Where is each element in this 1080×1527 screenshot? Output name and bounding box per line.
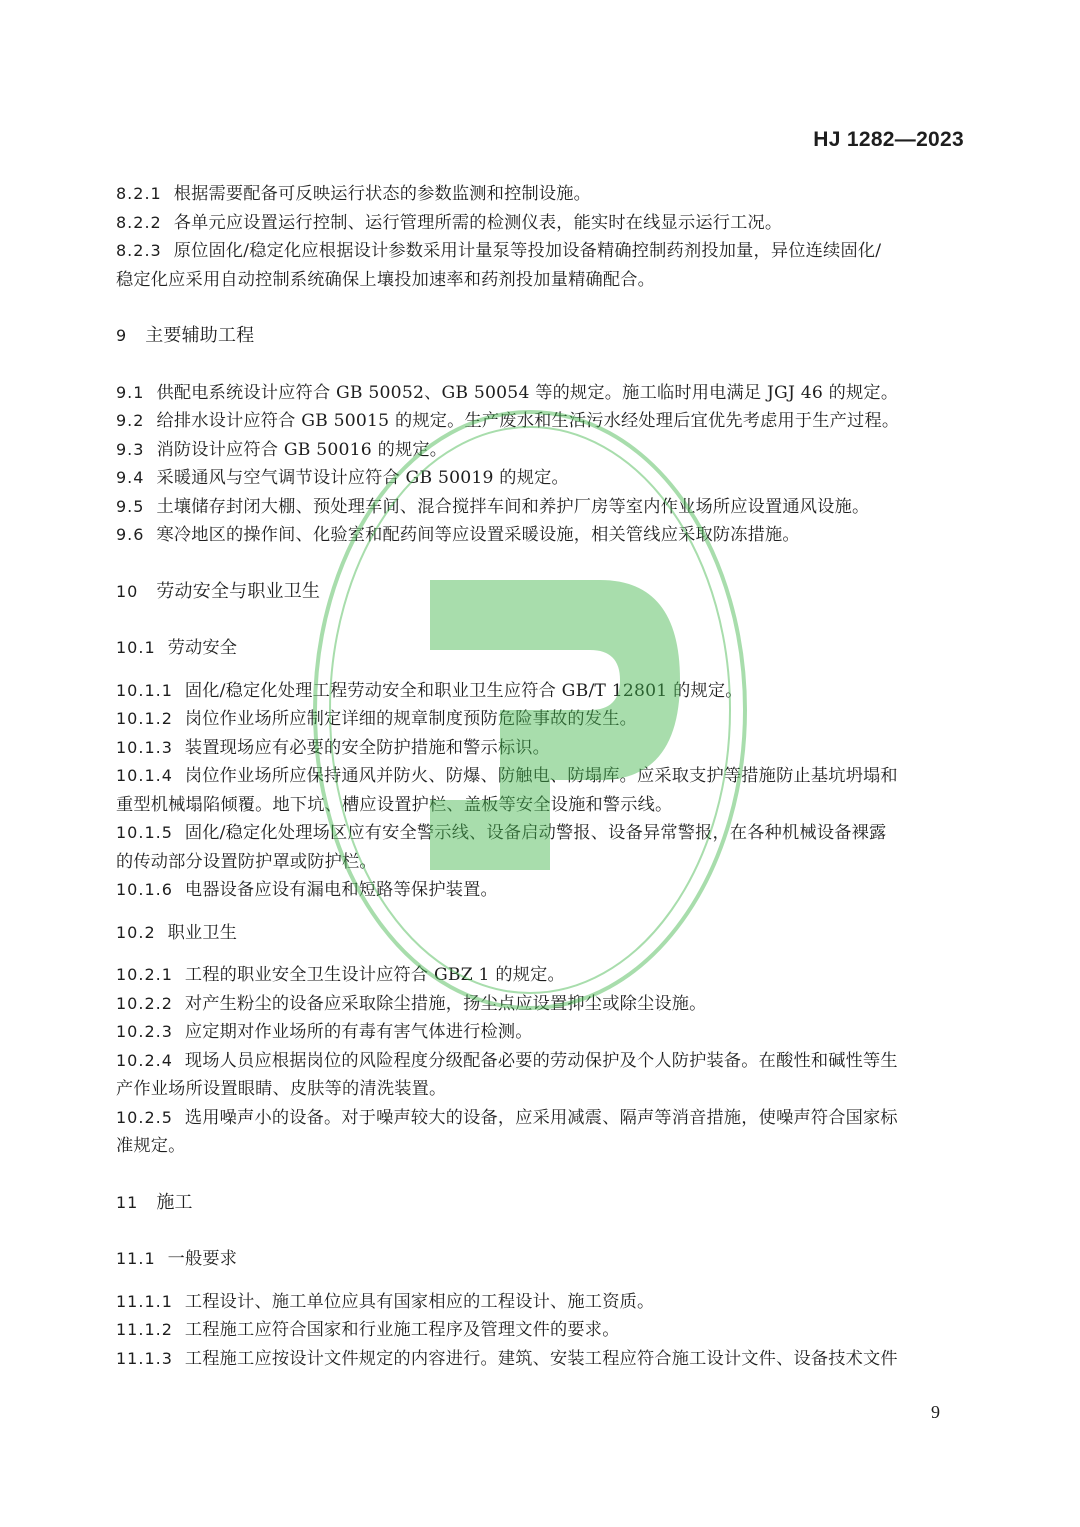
clause-text: 对产生粉尘的设备应采取除尘措施，扬尘点应设置抑尘或除尘设施。: [184, 993, 707, 1014]
clause-text: 一般要求: [167, 1249, 238, 1269]
clause-number: 10.1.5: [116, 823, 173, 842]
spacer: [116, 663, 966, 677]
spacer: [116, 550, 966, 578]
paragraph-continuation: [116, 1132, 966, 1161]
clause-text: 工程的职业安全卫生设计应符合 GBZ 1 的规定。: [184, 965, 565, 985]
clause-text: 固化/稳定化处理工程劳动安全和职业卫生应符合 GB/T 12801 的规定。: [184, 680, 743, 701]
clause-text: 根据需要配备可反映运行状态的参数监测和控制设施。: [173, 184, 592, 204]
clause-paragraph: [116, 379, 966, 408]
clause-text: 重型机械塌陷倾覆。地下坑、槽应设置护栏、盖板等安全设施和警示线。: [116, 794, 673, 815]
clause-number: 10.1.3: [116, 737, 173, 757]
clause-text: 工程设计、施工单位应具有国家相应的工程设计、施工资质。: [184, 1291, 655, 1312]
clause-paragraph: [116, 237, 966, 266]
clause-number: 10.2.5: [116, 1107, 173, 1127]
clause-text: 施工: [156, 1191, 193, 1213]
spacer: [116, 905, 966, 919]
clause-text: 主要辅助工程: [145, 325, 255, 346]
clause-text: 应定期对作业场所的有毒有害气体进行检测。: [184, 1022, 533, 1042]
clause-text: 职业卫生: [167, 922, 238, 943]
clause-number: 10.1: [116, 638, 156, 657]
clause-text: 给排水设计应符合 GB 50015 的规定。生产废水和生活污水经处理后宜优先考虑用于生产过程。: [156, 411, 900, 431]
paragraph-continuation: [116, 791, 966, 820]
section-heading: [116, 322, 966, 351]
clause-paragraph: [116, 762, 966, 791]
clause-text: 产作业场所设置眼睛、皮肤等的清洗装置。: [116, 1079, 447, 1099]
clause-paragraph: [116, 1047, 966, 1076]
clause-paragraph: [116, 436, 966, 465]
clause-number: 9.4: [116, 468, 145, 487]
subsection-heading: [116, 1245, 966, 1274]
spacer: [116, 1274, 966, 1288]
clause-number: 9.1: [116, 382, 145, 402]
clause-number: 11.1.2: [116, 1320, 173, 1339]
clause-paragraph: [116, 209, 966, 238]
clause-paragraph: [116, 1104, 966, 1133]
paragraph-continuation: [116, 266, 966, 295]
clause-paragraph: [116, 1018, 966, 1047]
clause-paragraph: [116, 1345, 966, 1374]
spacer: [116, 947, 966, 961]
standard-code-header: HJ 1282—2023: [813, 128, 964, 151]
clause-text: 准规定。: [116, 1136, 186, 1156]
spacer: [116, 294, 966, 322]
clause-number: 10.1.1: [116, 680, 173, 700]
clause-paragraph: [116, 1316, 966, 1345]
clause-paragraph: [116, 705, 966, 734]
clause-paragraph: [116, 521, 966, 550]
clause-number: 11.1.3: [116, 1348, 173, 1368]
clause-text: 供配电系统设计应符合 GB 50052、GB 50054 等的规定。施工临时用电满足 JGJ 46 的规定。: [156, 382, 899, 403]
clause-number: 10.1.6: [116, 880, 173, 899]
clause-text: 选用噪声小的设备。对于噪声较大的设备，应采用减震、隔声等消音措施，使噪声符合国家标: [184, 1107, 898, 1128]
clause-text: 劳动安全与职业卫生: [156, 580, 321, 602]
clause-paragraph: [116, 464, 966, 493]
clause-text: 采暖通风与空气调节设计应符合 GB 50019 的规定。: [156, 468, 569, 488]
spacer: [116, 1217, 966, 1245]
clause-paragraph: [116, 819, 966, 848]
clause-paragraph: [116, 493, 966, 522]
clause-paragraph: [116, 734, 966, 763]
spacer: [116, 1161, 966, 1189]
clause-number: 8.2.3: [116, 241, 162, 260]
clause-paragraph: [116, 407, 966, 436]
clause-number: 9.6: [116, 525, 145, 544]
clause-text: 原位固化/稳定化应根据设计参数采用计量泵等投加设备精确控制药剂投加量，异位连续固化/: [173, 241, 882, 261]
document-body: [116, 180, 966, 1373]
clause-number: 9: [116, 326, 128, 345]
clause-text: 装置现场应有必要的安全防护措施和警示标识。: [184, 737, 551, 758]
paragraph-continuation: [116, 1075, 966, 1104]
clause-number: 9.2: [116, 411, 145, 430]
subsection-heading: [116, 634, 966, 663]
section-heading: [116, 578, 966, 607]
clause-paragraph: [116, 876, 966, 905]
clause-number: 10.2.3: [116, 1022, 173, 1041]
clause-number: 10.2.1: [116, 965, 173, 984]
clause-number: 9.5: [116, 496, 145, 516]
spacer: [116, 606, 966, 634]
clause-number: 11.1: [116, 1249, 156, 1268]
clause-number: 11.1.1: [116, 1291, 173, 1311]
clause-text: 电器设备应设有漏电和短路等保护装置。: [184, 880, 498, 900]
clause-text: 消防设计应符合 GB 50016 的规定。: [156, 439, 448, 460]
clause-number: 10.2.2: [116, 993, 173, 1013]
clause-text: 劳动安全: [167, 638, 238, 658]
section-heading: [116, 1189, 966, 1218]
clause-text: 的传动部分设置防护罩或防护栏。: [116, 851, 377, 872]
clause-text: 现场人员应根据岗位的风险程度分级配备必要的劳动保护及个人防护装备。在酸性和碱性等生: [184, 1050, 898, 1071]
subsection-heading: [116, 919, 966, 948]
clause-text: 稳定化应采用自动控制系统确保上壤投加速率和药剂投加量精确配合。: [116, 269, 656, 290]
clause-text: 土壤储存封闭大棚、预处理车间、混合搅拌车间和养护厂房等室内作业场所应设置通风设施。: [156, 496, 870, 517]
clause-number: 10: [116, 581, 139, 601]
clause-number: 10.1.2: [116, 709, 173, 728]
clause-text: 岗位作业场所应保持通风并防火、防爆、防触电、防塌库。应采取支护等措施防止基坑坍塌和: [184, 766, 898, 786]
clause-number: 10.1.4: [116, 766, 173, 785]
clause-paragraph: [116, 180, 966, 209]
clause-text: 固化/稳定化处理场区应有安全警示线、设备启动警报、设备异常警报，在各种机械设备裸露: [184, 823, 887, 843]
clause-text: 寒冷地区的操作间、化验室和配药间等应设置采暖设施，相关管线应采取防冻措施。: [156, 525, 800, 545]
clause-text: 工程施工应按设计文件规定的内容进行。建筑、安装工程应符合施工设计文件、设备技术文件: [184, 1348, 898, 1369]
clause-number: 10.2: [116, 922, 156, 942]
clause-number: 8.2.1: [116, 184, 162, 203]
clause-paragraph: [116, 990, 966, 1019]
clause-text: 工程施工应符合国家和行业施工程序及管理文件的要求。: [184, 1320, 620, 1340]
clause-number: 8.2.2: [116, 212, 162, 232]
clause-paragraph: [116, 677, 966, 706]
clause-text: 各单元应设置运行控制、运行管理所需的检测仪表，能实时在线显示运行工况。: [173, 212, 783, 233]
spacer: [116, 351, 966, 379]
page-number: 9: [931, 1402, 940, 1422]
clause-paragraph: [116, 961, 966, 990]
clause-text: 岗位作业场所应制定详细的规章制度预防危险事故的发生。: [184, 709, 637, 729]
clause-number: 11: [116, 1192, 139, 1212]
clause-number: 10.2.4: [116, 1050, 173, 1070]
clause-paragraph: [116, 1288, 966, 1317]
clause-number: 9.3: [116, 439, 145, 459]
paragraph-continuation: [116, 848, 966, 877]
